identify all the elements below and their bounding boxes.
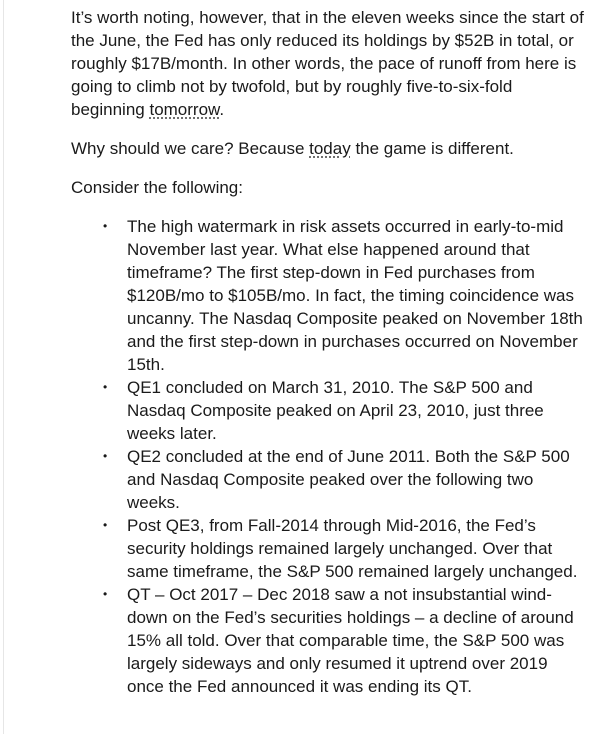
paragraph-text-end: .: [219, 100, 225, 119]
list-item: [71, 583, 586, 698]
paragraph-text: Why should we care? Because: [71, 139, 310, 158]
list-item-text: QE1 concluded on March 31, 2010. The S&P 500 and Nasdaq Composite peaked on April 23, 2010, just three weeks later.: [127, 378, 544, 443]
paragraph-runoff-pace: [71, 6, 586, 121]
paragraph-text-end: the game is different.: [350, 139, 514, 158]
bullet-list: [71, 215, 586, 698]
list-item: [71, 514, 586, 583]
left-border-line: [3, 0, 4, 734]
tomorrow-link[interactable]: tomorrow: [149, 100, 220, 119]
bullet-icon: •: [103, 219, 108, 233]
list-item: [71, 215, 586, 376]
bullet-icon: •: [103, 587, 108, 601]
bullet-icon: •: [103, 380, 108, 394]
paragraph-text: It’s worth noting, however, that in the eleven weeks since the start of the June, the Fed has only reduced its holdings by $52B in total, or roughly $17B/month. In other words, the pace of runoff from here is going to climb not by twofold, but by roughly five-to-six-fold beginning: [71, 8, 584, 119]
paragraph-consider: Consider the following:: [71, 178, 243, 197]
list-item-text: QE2 concluded at the end of June 2011. Both the S&P 500 and Nasdaq Composite peaked over the following two weeks.: [127, 447, 570, 512]
bullet-icon: •: [103, 518, 108, 532]
list-item-text: Post QE3, from Fall-2014 through Mid-2016, the Fed’s security holdings remained largely unchanged. Over that same timeframe, the S&P 500 remained largely unchanged.: [127, 516, 578, 581]
list-item-text: QT – Oct 2017 – Dec 2018 saw a not insubstantial wind-down on the Fed’s securities holdings – a decline of around 15% all told. Over that comparable time, the S&P 500 was largely sideways and only resumed it uptrend over 2019 once the Fed announced it was ending its QT.: [127, 585, 574, 696]
list-item: [71, 376, 586, 445]
today-link[interactable]: today: [309, 139, 351, 158]
list-item-text: The high watermark in risk assets occurred in early-to-mid November last year. What else happened around that timeframe? The first step-down in Fed purchases from $120B/mo to $105B/mo. In fact, the timing coincidence was uncanny. The Nasdaq Composite peaked on November 18th and the first step-down in purchases occurred on November 15th.: [127, 217, 583, 374]
bullet-icon: •: [103, 449, 108, 463]
paragraph-why-care: [71, 137, 586, 160]
list-item: [71, 445, 586, 514]
article-body: [71, 6, 586, 698]
